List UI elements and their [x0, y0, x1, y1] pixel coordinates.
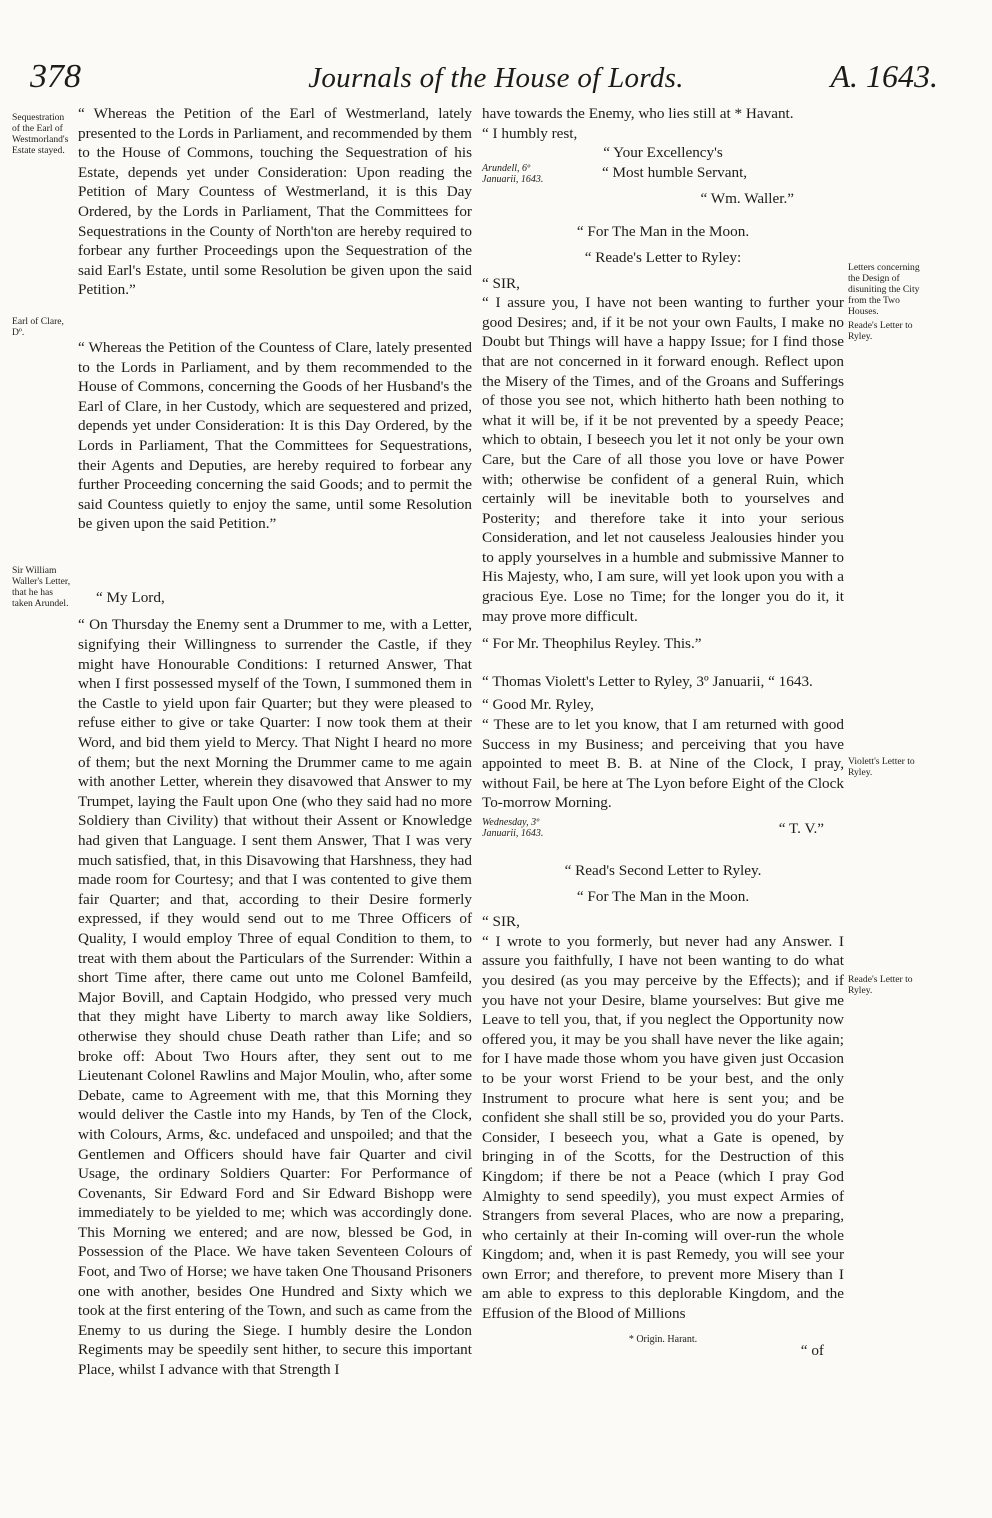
reade-letter-body-1: “ I assure you, I have not been wanting to further your good Desires; and, if it be not your own Faults, I make no Doubt but Things will have a happy Issue; for I find those that are not concerned in it forward enough. Reflect upon the Misery of the Times, and of the Groans and Sufferings of those you see not, which hitherto hath been nothing to what it will be, if it be not prevented by a speedy Peace; which to obtain, I beseech you let it not only be your own Care, but the Care of all those you love or have Power with; otherwise be confident of a general Ruin, which certainly will be inevitable both to yourselves and Posterity; and therefore take it into your serious Consideration, and let not causeless Jealousies hinder you to apply yourselves in a humble and submissive Manner to His Majesty, who, I am sure, will yet look upon you with a gracious Eye. Lose no Time; for the longer you do it, it may prove more difficult.: [482, 294, 844, 625]
footnote: * Origin. Harant.: [628, 1333, 698, 1345]
waller-letter-continued: have towards the Enemy, who lies still at * Havant.: [482, 105, 794, 122]
letter-servant: “ Most humble Servant,: [602, 163, 748, 181]
violett-letter-body: “ These are to let you know, that I am returned with good Success in my Business; and perceiving that you have appointed to meet B. B. at Nine of the Clock, I pray, without Fail, be here at The Lyon before Eight of the Clock To-morrow Morning.: [482, 716, 844, 812]
letter-rest: “ I humbly rest,: [482, 124, 578, 142]
running-title: Journals of the House of Lords.: [308, 62, 684, 94]
waller-letter-body: “ On Thursday the Enemy sent a Drummer to me, with a Letter, signifying their Willingness to surrender the Castle, if they might have Honourable Conditions: I returned Answer, That when I first possessed myself of the Town, I summoned them in the Castle to yield upon fair Quarter; but they were pleased to refuse either to give or take Quarter: I now took them at their Word, and bid them yield to Mercy. That Night I heard no more of them; but the next Morning the Drummer came to me again with another Letter, wherein they disavowed that Answer to my Trumpet, laying the Fault upon One (who they said had no more Soldiery than Civility) that without their Assent or Knowledge had given that Language. I sent them Answer, That I was very much satisfied, that, in this Disavowing that Harshness, they had made room for Courtesy; and that I was contented to give them fair Quarter; and that, according to their Desire formerly expressed, if they would send out to me Three Officers of Quality, I would employ Three of equal Condition to them, to treat with them about the Particulars of the Surrender: Within a short Time after, there came out unto me Colonel Bamfeild, Major Bovill, and Captain Hodgido, who pressed very much that they might have Liberty to march away like Soldiers, otherwise they should chuse Death rather than Life; and so broke off: About Two Hours after, they sent out to me Lieutenant Colonel Rawlins and Major Moulin, who, after some Debate, came to Agreement with me, that this Morning they would deliver the Castle into my Hands, by Ten of the Clock, with Colours, Arms, &c. undefaced and unspoiled; and that the Gentlemen and Officers should have fair Quarter and civil Usage, the ordinary Soldiers Quarter: For Performance of Covenants, Sir Edward Ford and Sir Edward Bishopp were immediately to be yielded to me; which was accordingly done. This Morning we entered; and are now, blessed be God, in Possession of the Place. We have taken Seventeen Colours of Foot, and Two of Horse; we have taken One Thousand Prisoners one with another, besides One Hundred and Sixty which we took at the first entering of the Town, and such as came from the Enemy to us during the Siege. I humbly desire the London Regiments may be speedily sent hither, to secure this important Place, whilst I advance with that Strength I: [78, 616, 472, 1379]
right-column: [482, 104, 844, 1361]
violett-salutation: “ Good Mr. Ryley,: [482, 696, 594, 714]
waller-signature: “ Wm. Waller.”: [700, 189, 794, 207]
left-column: [78, 104, 472, 1380]
for-man-in-moon-2: “ For The Man in the Moon.: [576, 887, 750, 905]
violett-signature: “ T. V.”: [778, 820, 824, 837]
westmorland-order: “ Whereas the Petition of the Earl of Westmerland, lately presented to the Lords in Parliament, and recommended by them to the House of Commons, touching the Sequestration of his Estate, depends yet under Consideration: Upon reading the Petition of Mary Countess of Westmerland, it is this Day Ordered, by the Lords in Parliament, That the Committees for Sequestrations in the County of North'ton are hereby required to forbear any further Proceedings upon the Sequestration of the said Earl's Estate, until some Resolution be given upon the said Petition.”: [78, 105, 472, 299]
for-theophilus-reyley: “ For Mr. Theophilus Reyley. This.”: [482, 635, 702, 653]
for-man-in-moon-1: “ For The Man in the Moon.: [576, 223, 750, 241]
margin-note-waller: Sir William Waller's Letter, that he has taken Arundel.: [12, 565, 71, 609]
reade-letter-body-2: “ I wrote to you formerly, but never had any Answer. I assure you faithfully, I have not been wanting to do what you desired (as you may perceive by the Effects); and if you have not your Desire, blame yourselves: But give me Leave to tell you, that, if you neglect the Opportunity now offered you, it may be you shall have never the like again; for I have made those whom you have given just Occasion to be your worst Friend to be your best, and the only Instrument to procure what here is sent you; and be confident she shall still be so, provided you do your Parts. Consider, I beseech you, what a Gate is opened, by bringing in of the Scotts, for the Destruction of this Kingdom; if there be not a Peace (which I pray God Almighty to send speedily), you must expect Armies of Strangers from several Places, who are now a preparing, who certainly at their In-coming will over-run the whole Kingdom; and, when it is past Remedy, you will see your own Error; and therefore, to prevent more Misery than I am able to express to this deplorable Kingdom, and the Effusion of the Blood of Millions: [482, 932, 844, 1323]
margin-note-letters-concerning: Letters concerning the Design of disuniting the City from the Two Houses.: [848, 262, 920, 317]
letter-salutation: “ My Lord,: [96, 588, 165, 606]
catchword: “ of: [800, 1342, 824, 1360]
margin-note-reade-2: Reade's Letter to Ryley.: [848, 974, 913, 996]
margin-note-sequestration: Sequestration of the Earl of Westmorland's Estate stayed.: [12, 112, 69, 156]
page-number: 378: [30, 58, 81, 95]
year: A. 1643.: [830, 58, 938, 94]
margin-note-violett: Violett's Letter to Ryley.: [848, 756, 915, 778]
letter-excellency: “ Your Excellency's: [603, 144, 723, 162]
reade-letter-heading-1: “ Reade's Letter to Ryley:: [584, 248, 742, 266]
reade-salutation-1: “ SIR,: [482, 274, 520, 292]
page-header: [0, 58, 992, 108]
letter-date-wednesday: Wednesday, 3º Januarii, 1643.: [482, 817, 544, 839]
violett-heading: “ Thomas Violett's Letter to Ryley, 3º Januarii, “ 1643.: [482, 672, 813, 690]
margin-note-reade-1: Reade's Letter to Ryley.: [848, 320, 913, 342]
clare-order: “ Whereas the Petition of the Countess of Clare, lately presented to the Lords in Parliament, and by them recommended to the House of Commons, concerning the Goods of her Husband's the Earl of Clare, in her Custody, which are sequestered and prized, depends yet under Consideration: It is this Day Ordered, by the Lords in Parliament, That the Committees for Sequestrations, their Agents and Deputies, are hereby required to forbear any further Proceeding concerning the said Goods; and to permit the said Countess quietly to enjoy the same, until some Resolution be given upon the said Petition.”: [78, 338, 472, 533]
margin-note-clare: Earl of Clare, Dº.: [12, 316, 64, 338]
reade-salutation-2: “ SIR,: [482, 913, 520, 931]
letter-date-arundell: Arundell, 6º Januarii, 1643.: [482, 162, 544, 185]
reade-letter-heading-2: “ Read's Second Letter to Ryley.: [564, 862, 762, 879]
